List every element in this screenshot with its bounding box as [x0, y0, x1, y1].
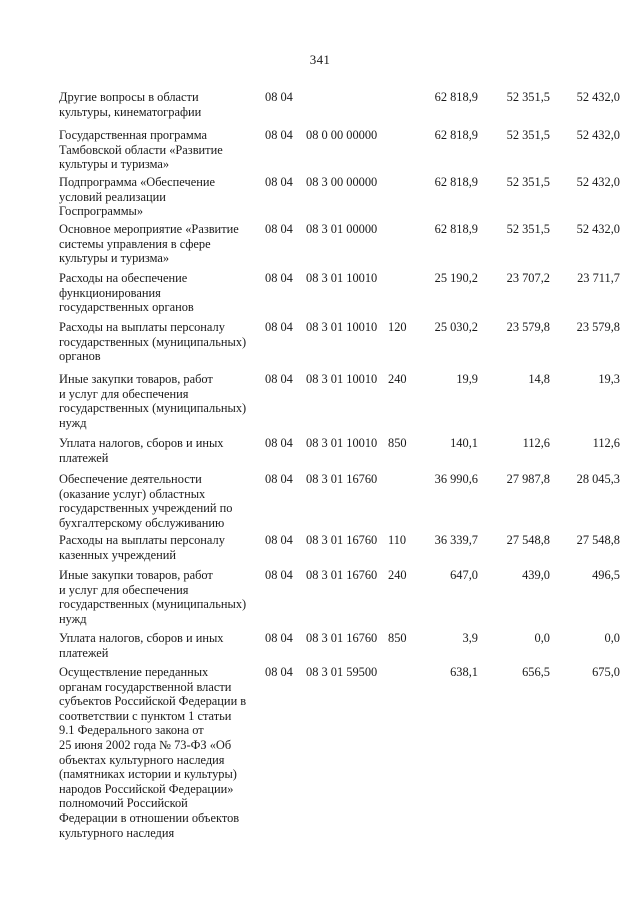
row-name-line: Федерации в отношении объектов	[59, 810, 240, 825]
row-name-line: Расходы на выплаты персоналу	[59, 533, 225, 547]
amount-2022: 0,0	[604, 631, 620, 645]
amount-2020: 638,1	[450, 665, 478, 679]
amount-2021: 27 987,8	[506, 472, 550, 486]
section-code: 08 04	[265, 222, 293, 236]
amount-2021: 0,0	[534, 631, 550, 645]
amount-2021: 52 351,5	[506, 128, 550, 142]
expense-type-code: 240	[388, 568, 407, 582]
row-name-line: государственных (муниципальных)	[59, 334, 247, 349]
section-code: 08 04	[265, 472, 293, 486]
row-name-line: соответствии с пунктом 1 статьи	[59, 708, 232, 723]
row-name	[59, 436, 265, 465]
row-name-line: Осуществление переданных	[59, 665, 209, 679]
row-name	[59, 372, 265, 430]
amount-2020: 62 818,9	[434, 128, 478, 142]
target-article-code: 08 3 01 16760	[306, 472, 378, 486]
row-name-line: нужд	[59, 611, 87, 626]
target-article-code: 08 3 01 59500	[306, 665, 378, 679]
row-name-line: органов	[59, 349, 101, 364]
amount-2022: 112,6	[592, 436, 620, 450]
amount-2020: 3,9	[462, 631, 478, 645]
amount-2022: 23 711,7	[577, 271, 620, 285]
row-name-line: Обеспечение деятельности	[59, 472, 202, 486]
row-name-line: государственных учреждений по	[59, 501, 233, 516]
row-name-line: системы управления в сфере	[59, 236, 211, 251]
row-name-line: Подпрограмма «Обеспечение	[59, 175, 215, 189]
target-article-code: 08 3 01 16760	[306, 568, 378, 582]
row-name-line: государственных органов	[59, 300, 194, 315]
section-code: 08 04	[265, 631, 293, 645]
row-name-line: платежей	[59, 450, 109, 465]
row-name-line: Иные закупки товаров, работ	[59, 568, 213, 582]
section-code: 08 04	[265, 90, 293, 104]
row-name	[59, 533, 265, 562]
row-name-line: народов Российской Федерации»	[59, 781, 234, 796]
row-name-line: Расходы на выплаты персоналу	[59, 320, 225, 334]
amount-2022: 27 548,8	[576, 533, 620, 547]
row-name-line: органам государственной власти	[59, 679, 232, 694]
section-code: 08 04	[265, 320, 293, 334]
target-article-code: 08 3 01 10010	[306, 436, 378, 450]
amount-2020: 140,1	[450, 436, 478, 450]
amount-2020: 62 818,9	[434, 175, 478, 189]
row-name-line: платежей	[59, 645, 109, 660]
target-article-code: 08 3 01 10010	[306, 320, 378, 334]
row-name-line: и услуг для обеспечения	[59, 386, 189, 401]
row-name-line: Уплата налогов, сборов и иных	[59, 436, 224, 450]
amount-2021: 656,5	[522, 665, 550, 679]
amount-2020: 647,0	[450, 568, 478, 582]
row-name-line: культурного наследия	[59, 825, 175, 840]
section-code: 08 04	[265, 271, 293, 285]
target-article-code: 08 0 00 00000	[306, 128, 378, 142]
expense-type-code: 850	[388, 631, 407, 645]
amount-2022: 52 432,0	[576, 222, 620, 236]
row-name-line: функционирования	[59, 285, 161, 300]
amount-2022: 52 432,0	[576, 175, 620, 189]
row-name-line: объектах культурного наследия	[59, 752, 225, 767]
amount-2021: 112,6	[522, 436, 550, 450]
row-name	[59, 665, 265, 840]
amount-2021: 52 351,5	[506, 222, 550, 236]
amount-2021: 52 351,5	[506, 90, 550, 104]
amount-2020: 19,9	[456, 372, 478, 386]
section-code: 08 04	[265, 128, 293, 142]
row-name	[59, 320, 265, 364]
row-name-line: культуры и туризма»	[59, 157, 170, 172]
row-name-line: и услуг для обеспечения	[59, 582, 189, 597]
row-name-line: условий реализации	[59, 189, 166, 204]
row-name-line: Иные закупки товаров, работ	[59, 372, 213, 386]
row-name-line: нужд	[59, 415, 87, 430]
target-article-code: 08 3 01 00000	[306, 222, 378, 236]
amount-2021: 27 548,8	[506, 533, 550, 547]
row-name	[59, 472, 265, 530]
row-name-line: государственных (муниципальных)	[59, 597, 247, 612]
section-code: 08 04	[265, 533, 293, 547]
amount-2022: 496,5	[592, 568, 620, 582]
row-name-line: Расходы на обеспечение	[59, 271, 188, 285]
section-code: 08 04	[265, 175, 293, 189]
row-name	[59, 128, 265, 172]
amount-2020: 62 818,9	[434, 90, 478, 104]
row-name-line: Другие вопросы в области	[59, 90, 199, 104]
row-name-line: (оказание услуг) областных	[59, 486, 206, 501]
row-name	[59, 90, 265, 119]
row-name-line: бухгалтерскому обслуживанию	[59, 515, 225, 530]
section-code: 08 04	[265, 436, 293, 450]
row-name	[59, 568, 265, 626]
row-name-line: Госпрограммы»	[59, 204, 144, 219]
section-code: 08 04	[265, 665, 293, 679]
amount-2021: 52 351,5	[506, 175, 550, 189]
expense-type-code: 120	[388, 320, 407, 334]
amount-2022: 23 579,8	[576, 320, 620, 334]
target-article-code: 08 3 00 00000	[306, 175, 378, 189]
amount-2021: 23 707,2	[506, 271, 550, 285]
amount-2020: 25 190,2	[434, 271, 478, 285]
row-name	[59, 631, 265, 660]
amount-2020: 36 990,6	[434, 472, 478, 486]
section-code: 08 04	[265, 568, 293, 582]
row-name-line: Государственная программа	[59, 128, 207, 142]
row-name-line: субъектов Российской Федерации в	[59, 694, 247, 709]
amount-2022: 52 432,0	[576, 90, 620, 104]
row-name-line: (памятниках истории и культуры)	[59, 767, 237, 782]
row-name-line: 9.1 Федерального закона от	[59, 723, 204, 738]
row-name	[59, 271, 265, 315]
row-name-line: Уплата налогов, сборов и иных	[59, 631, 224, 645]
page-number: 341	[309, 52, 331, 67]
amount-2021: 14,8	[528, 372, 550, 386]
target-article-code: 08 3 01 10010	[306, 271, 378, 285]
section-code: 08 04	[265, 372, 293, 386]
row-name-line: Основное мероприятие «Развитие	[59, 222, 239, 236]
row-name-line: полномочий Российской	[59, 796, 188, 811]
expense-type-code: 240	[388, 372, 407, 386]
row-name-line: 25 июня 2002 года № 73-ФЗ «Об	[59, 737, 232, 752]
amount-2021: 23 579,8	[506, 320, 550, 334]
target-article-code: 08 3 01 10010	[306, 372, 378, 386]
expense-type-code: 850	[388, 436, 407, 450]
row-name-line: казенных учреждений	[59, 547, 176, 562]
row-name	[59, 175, 265, 219]
row-name	[59, 222, 265, 266]
amount-2020: 62 818,9	[434, 222, 478, 236]
amount-2022: 28 045,3	[576, 472, 620, 486]
amount-2021: 439,0	[522, 568, 550, 582]
row-name-line: государственных (муниципальных)	[59, 401, 247, 416]
amount-2022: 675,0	[592, 665, 620, 679]
row-name-line: культуры и туризма»	[59, 251, 170, 266]
amount-2020: 36 339,7	[434, 533, 478, 547]
row-name-line: Тамбовской области «Развитие	[59, 142, 223, 157]
amount-2020: 25 030,2	[434, 320, 478, 334]
target-article-code: 08 3 01 16760	[306, 533, 378, 547]
row-name-line: культуры, кинематографии	[59, 104, 202, 119]
amount-2022: 19,3	[598, 372, 620, 386]
expense-type-code: 110	[388, 533, 407, 547]
target-article-code: 08 3 01 16760	[306, 631, 378, 645]
amount-2022: 52 432,0	[576, 128, 620, 142]
